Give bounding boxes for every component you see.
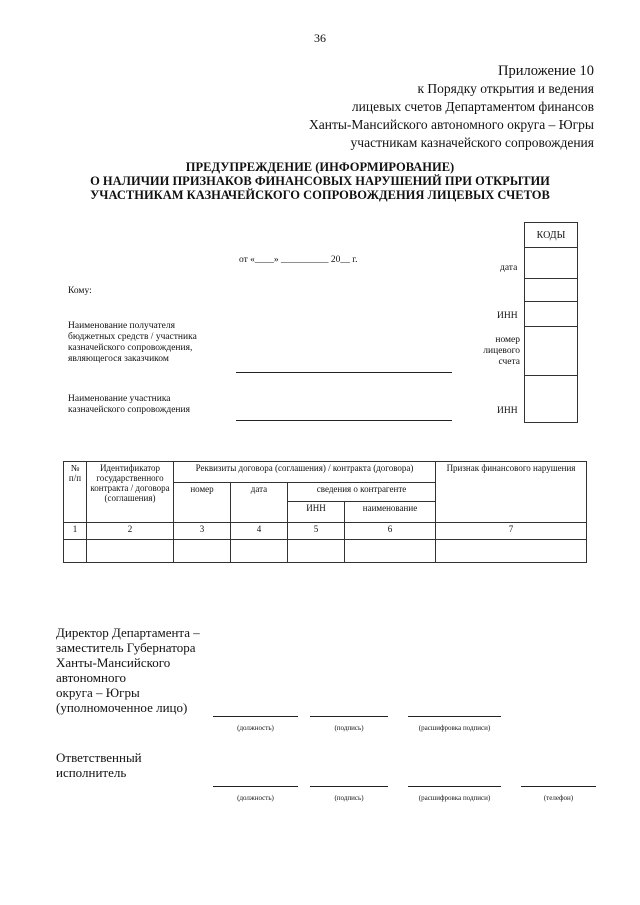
director-title-line: округа – Югры: [56, 685, 140, 700]
th-name: наименование: [345, 502, 436, 523]
col-number: 2: [87, 523, 174, 540]
caption-decoding: (расшифровка подписи): [418, 794, 491, 802]
th-requisites: Реквизиты договора (соглашения) / контракта (договора): [174, 462, 436, 483]
th-identifier: Идентификатор государственного контракта / договора (соглашения): [87, 462, 174, 523]
director-title-line: Директор Департамента –: [56, 625, 200, 640]
table-row-numbers: [64, 523, 587, 540]
appendix-number: Приложение 10: [498, 63, 594, 79]
caption-position: (должность): [237, 724, 274, 732]
codes-header: КОДЫ: [525, 223, 578, 248]
director-signature-line[interactable]: [310, 716, 388, 717]
recipient-label-line: бюджетных средств / участника: [68, 332, 197, 342]
director-title-line: Ханты-Мансийского: [56, 655, 171, 670]
recipient-label-line: Наименование получателя: [68, 321, 175, 331]
executor-decoding-line[interactable]: [408, 786, 501, 787]
table-cell[interactable]: [436, 540, 587, 563]
table-cell[interactable]: [174, 540, 231, 563]
table-cell[interactable]: [64, 540, 87, 563]
account-label-line: номер: [495, 335, 520, 345]
appendix-line: Ханты-Мансийского автономного округа – Югры: [309, 117, 594, 132]
participant-label-line: казначейского сопровождения: [68, 405, 190, 415]
date-label: дата: [500, 263, 518, 273]
participant-label-line: Наименование участника: [68, 394, 171, 404]
col-number: 1: [64, 523, 87, 540]
col-number: 3: [174, 523, 231, 540]
caption-decoding: (расшифровка подписи): [418, 724, 491, 732]
code-empty-cell[interactable]: [525, 279, 578, 302]
appendix-line: участникам казначейского сопровождения: [350, 135, 594, 150]
th-date: дата: [231, 483, 288, 523]
director-title: [56, 625, 200, 715]
recipient-label: [68, 321, 197, 365]
recipient-label-line: казначейского сопровождения,: [68, 343, 193, 353]
col-number: 6: [345, 523, 436, 540]
appendix-line: [498, 62, 594, 80]
col-number: 5: [288, 523, 345, 540]
th-number: номер: [174, 483, 231, 523]
date-line: от «____» __________ 20__ г.: [239, 255, 358, 265]
caption-signature: (подпись): [334, 794, 364, 802]
code-inn-cell[interactable]: [525, 302, 578, 327]
director-decoding-line[interactable]: [408, 716, 501, 717]
caption-position: (должность): [237, 794, 274, 802]
recipient-label-line: являющегося заказчиком: [68, 354, 169, 364]
title-line: УЧАСТНИКАМ КАЗНАЧЕЙСКОГО СОПРОВОЖДЕНИЯ ЛИЦЕВЫХ СЧЕТОВ: [90, 188, 550, 202]
executor-title: [56, 750, 142, 780]
code-date-cell[interactable]: [525, 248, 578, 279]
executor-position-line[interactable]: [213, 786, 298, 787]
document-title: [0, 160, 640, 202]
executor-title-line: Ответственный: [56, 750, 142, 765]
page-number: 36: [314, 31, 326, 45]
code-account-cell[interactable]: [525, 327, 578, 376]
col-number: 7: [436, 523, 587, 540]
caption-phone: (телефон): [543, 794, 574, 802]
recipient-input-line[interactable]: [236, 372, 452, 373]
inn2-label: ИНН: [497, 406, 518, 416]
table-cell[interactable]: [345, 540, 436, 563]
executor-title-line: исполнитель: [56, 765, 127, 780]
executor-signature-line[interactable]: [310, 786, 388, 787]
participant-input-line[interactable]: [236, 420, 452, 421]
table-cell[interactable]: [288, 540, 345, 563]
account-label-line: счета: [498, 357, 520, 367]
director-title-line: (уполномоченное лицо): [56, 700, 188, 715]
title-line: ПРЕДУПРЕЖДЕНИЕ (ИНФОРМИРОВАНИЕ): [185, 160, 455, 174]
code-inn2-cell[interactable]: [525, 376, 578, 423]
director-position-line[interactable]: [213, 716, 298, 717]
account-label: [470, 335, 520, 368]
table-cell[interactable]: [231, 540, 288, 563]
director-title-line: заместитель Губернатора: [56, 640, 196, 655]
th-contractor: сведения о контрагенте: [288, 483, 436, 502]
caption-signature: (подпись): [334, 724, 364, 732]
table-cell[interactable]: [87, 540, 174, 563]
appendix-line: лицевых счетов Департаментом финансов: [351, 99, 594, 114]
th-violation-sign: Признак финансового нарушения: [436, 462, 587, 523]
inn-label: ИНН: [497, 311, 518, 321]
th-inn: ИНН: [288, 502, 345, 523]
table-row: [64, 540, 587, 563]
violations-table: [63, 461, 587, 563]
account-label-line: лицевого: [483, 346, 520, 356]
col-number: 4: [231, 523, 288, 540]
participant-label: [68, 394, 190, 416]
appendix-line: к Порядку открытия и ведения: [417, 81, 594, 96]
director-title-line: автономного: [56, 670, 126, 685]
th-num: № п/п: [64, 462, 87, 523]
codes-table: [524, 222, 578, 423]
executor-phone-line[interactable]: [521, 786, 596, 787]
title-line: О НАЛИЧИИ ПРИЗНАКОВ ФИНАНСОВЫХ НАРУШЕНИЙ ПРИ ОТКРЫТИИ: [90, 174, 550, 188]
to-label: Кому:: [68, 286, 92, 296]
